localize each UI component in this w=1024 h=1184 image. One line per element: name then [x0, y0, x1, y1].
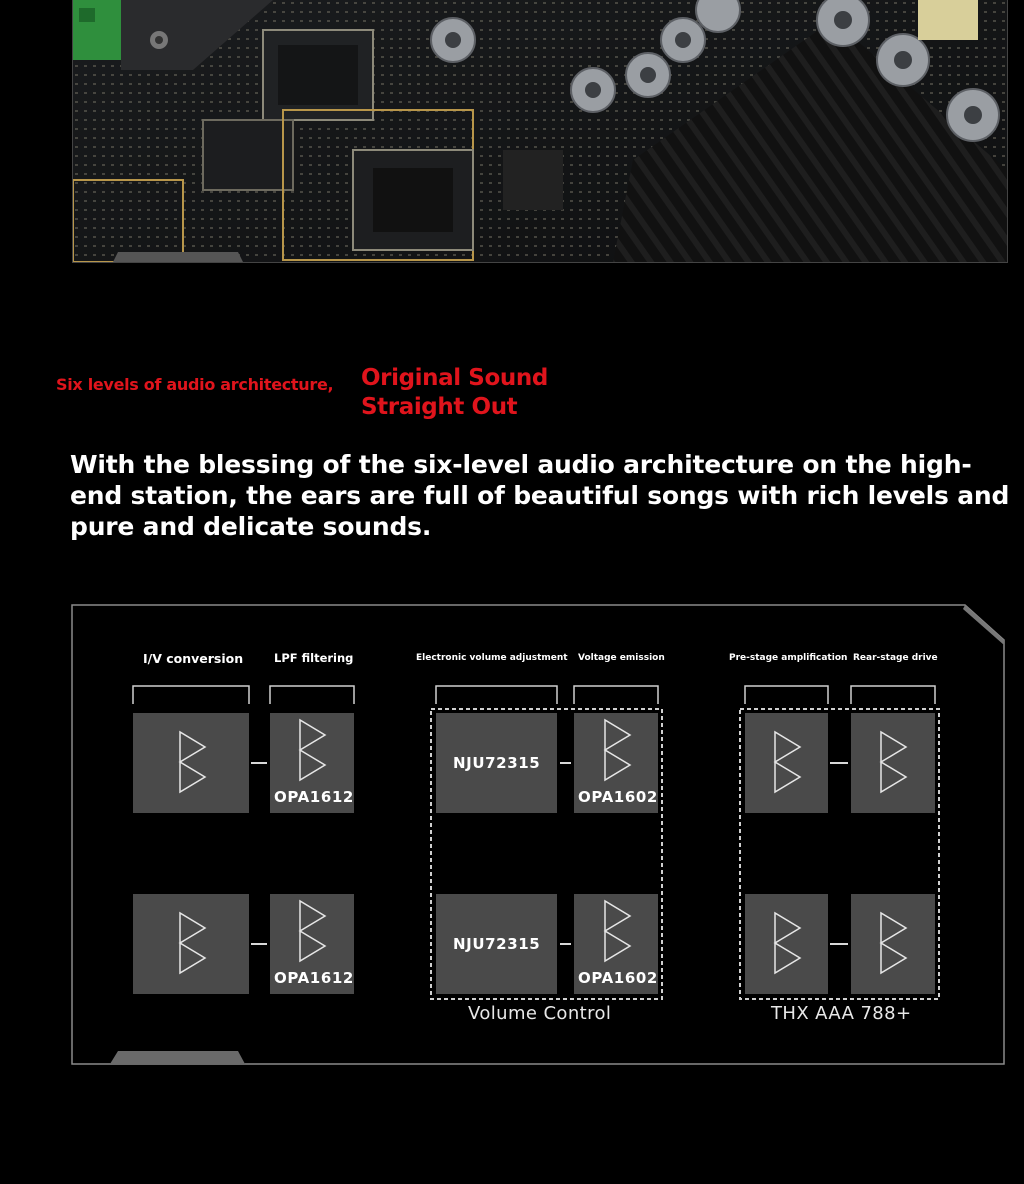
- headline-highlight-line2: Straight Out: [361, 394, 518, 420]
- frame-bottom-tab: [110, 1051, 245, 1064]
- chip-rear-top: [851, 713, 935, 813]
- chip-pre-bottom: [745, 894, 828, 994]
- chip-iv-top: [133, 713, 249, 813]
- bracket-rear: [851, 686, 935, 704]
- stage-label-rear: Rear-stage drive: [853, 653, 938, 663]
- bracket-lpf: [270, 686, 354, 704]
- chip-label-lpf-bottom: OPA1612: [274, 969, 354, 987]
- thx-caption: THX AAA 788+: [771, 1003, 912, 1024]
- stage-label-lpf: LPF filtering: [274, 651, 354, 665]
- bracket-pre: [745, 686, 828, 704]
- chip-rear-bottom: [851, 894, 935, 994]
- headline-prefix: Six levels of audio architecture,: [56, 375, 334, 394]
- chip-iv-bottom: [133, 894, 249, 994]
- chip-label-volume-top: NJU72315: [453, 754, 541, 772]
- stage-label-pre: Pre-stage amplification: [729, 653, 848, 663]
- stage-label-volume: Electronic volume adjustment: [416, 653, 568, 663]
- description-text: With the blessing of the six-level audio architecture on the high-end station, the ears are full of beautiful songs with rich levels and pure and delicate sounds.: [70, 450, 1010, 541]
- frame-corner-accent: [963, 605, 1004, 645]
- volume-control-caption: Volume Control: [468, 1003, 612, 1024]
- bracket-iv: [133, 686, 249, 704]
- bracket-emission: [574, 686, 658, 704]
- stage-label-emission: Voltage emission: [578, 653, 665, 663]
- diagram-frame: [72, 605, 1004, 1064]
- chip-label-volume-bottom: NJU72315: [453, 935, 541, 953]
- chip-label-lpf-top: OPA1612: [274, 788, 354, 806]
- headline-highlight-line1: Original Sound: [361, 365, 548, 391]
- chip-pre-top: [745, 713, 828, 813]
- stage-brackets: [133, 686, 935, 704]
- chip-label-emission-top: OPA1602: [578, 788, 658, 806]
- bracket-volume: [436, 686, 557, 704]
- chip-label-emission-bottom: OPA1602: [578, 969, 658, 987]
- stage-label-iv: I/V conversion: [143, 651, 244, 666]
